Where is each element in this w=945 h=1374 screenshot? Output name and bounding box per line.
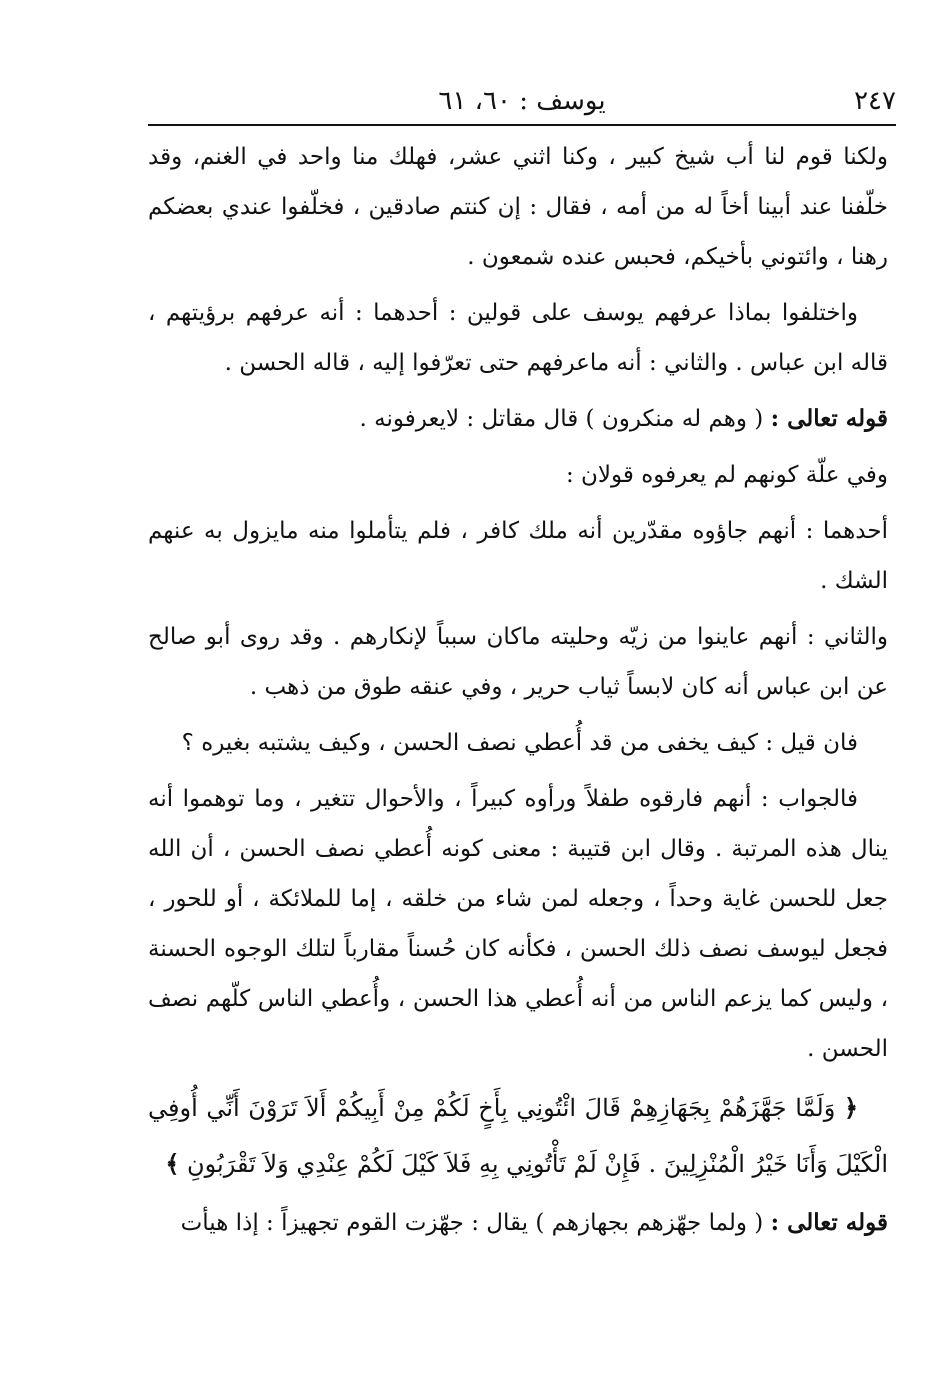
paragraph bbox=[148, 718, 888, 768]
paragraph-text: واختلفوا بماذا عرفهم يوسف على قولين : أحدهما : أنه عرفهم برؤيتهم ، قاله ابن عباس . والثاني : أنه ماعرفهم حتى تعرّفوا إليه ، قاله الحسن . bbox=[148, 300, 888, 376]
paragraph bbox=[148, 506, 888, 606]
body-text bbox=[148, 132, 888, 1254]
quran-close-bracket: ﴾ bbox=[165, 1149, 180, 1178]
quran-verse bbox=[148, 1080, 888, 1192]
quran-text: وَلَمَّا جَهَّزَهُمْ بِجَهَازِهِمْ قَالَ ائْتُونِي بِأَخٍ لَكُمْ مِنْ أَبِيكُمْ أَلاَ تَرَوْنَ أَنِّي أُوفِي الْكَيْلَ وَأَنَا خَيْرُ الْمُنْزِلِينَ . فَإِنْ لَمْ تَأْتُونِي بِهِ فَلاَ كَيْلَ لَكُمْ عِنْدِي وَلاَ تَقْرَبُونِ bbox=[148, 1094, 888, 1178]
paragraph bbox=[148, 288, 888, 388]
paragraph-text: ( ولما جهّزهم بجهازهم ) يقال : جهّزت القوم تجهيزاً : إذا هيأت bbox=[180, 1210, 771, 1236]
paragraph-lead: قوله تعالى : bbox=[770, 405, 888, 432]
paragraph-text: فان قيل : كيف يخفى من قد أُعطي نصف الحسن ، وكيف يشتبه بغيره ؟ bbox=[181, 730, 858, 756]
paragraph-text: والثاني : أنهم عاينوا من زيّه وحليته ماكان سبباً لإنكارهم . وقد روى أبو صالح عن ابن عباس أنه كان لابساً ثياب حرير ، وفي عنقه طوق من ذهب . bbox=[148, 624, 888, 700]
paragraph bbox=[148, 1198, 888, 1248]
paragraph-text: أحدهما : أنهم جاؤوه مقدّرين أنه ملك كافر ، فلم يتأملوا منه مايزول به عنهم الشك . bbox=[148, 518, 888, 594]
running-title: يوسف : ٦٠، ٦١ bbox=[438, 86, 606, 116]
paragraph-text: ( وهم له منكرون ) قال مقاتل : لايعرفونه . bbox=[359, 406, 771, 432]
paragraph-lead: قوله تعالى : bbox=[770, 1209, 888, 1236]
page-header bbox=[148, 84, 896, 124]
header-divider bbox=[148, 124, 896, 126]
paragraph bbox=[148, 450, 888, 500]
page-number: ٢٤٧ bbox=[854, 86, 896, 116]
paragraph-text: فالجواب : أنهم فارقوه طفلاً ورأوه كبيراً ، والأحوال تتغير ، وما توهموا أنه ينال هذه المرتبة . وقال ابن قتيبة : معنى كونه أُعطي نصف الحسن ، أن الله جعل للحسن غاية وحداً ، وجعله لمن شاء من خلقه ، إما للملائكة ، أو للحور ، فجعل ليوسف نصف ذلك الحسن ، فكأنه كان حُسناً مقارباً لتلك الوجوه الحسنة ، وليس كما يزعم الناس من أنه أُعطي هذا الحسن ، وأُعطي الناس كلّهم نصف الحسن . bbox=[148, 786, 888, 1062]
paragraph-text: وفي علّة كونهم لم يعرفوه قولان : bbox=[565, 462, 888, 488]
paragraph bbox=[148, 612, 888, 712]
paragraph bbox=[148, 774, 888, 1074]
paragraph bbox=[148, 394, 888, 444]
paragraph-text: ولكنا قوم لنا أب شيخ كبير ، وكنا اثني عشر، فهلك منا واحد في الغنم، وقد خلّفنا عند أبينا أخاً له من أمه ، فقال : إن كنتم صادقين ، فخلّفوا عندي بعضكم رهنا ، وائتوني بأخيكم، فحبس عنده شمعون . bbox=[148, 144, 888, 270]
quran-open-bracket: ﴿ bbox=[843, 1093, 858, 1122]
paragraph bbox=[148, 132, 888, 282]
